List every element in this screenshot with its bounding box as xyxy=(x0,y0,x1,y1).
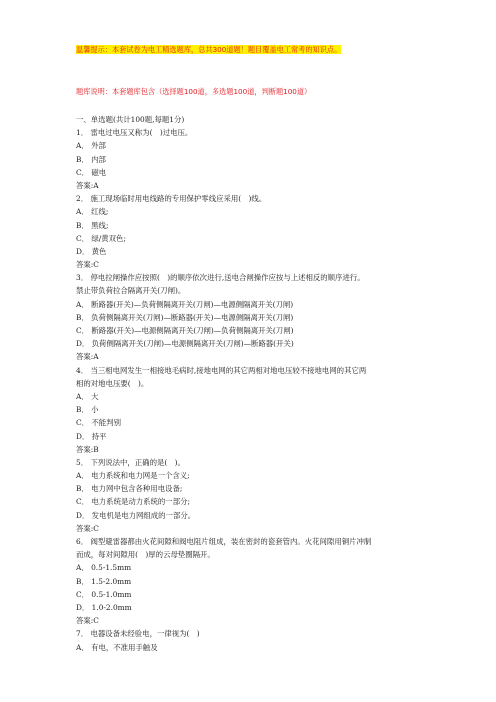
question-line: 答案:A xyxy=(76,180,99,190)
question-line: 答案:C xyxy=(76,260,99,270)
question-line: 4． 当三相电网发生一相接地毛病时,接地电网的其它两相对地电压较不接地电网的其它两 xyxy=(76,365,367,375)
question-line: 6． 阀型避雷器都由火花间隙和阀电阻片组成，装在密封的瓷套管内。火花间隙用铜片冲制 xyxy=(76,537,372,546)
question-line: 答案:C xyxy=(76,616,99,626)
tip-text: 温馨提示：本套试卷为电工精选题库，总共300道题！题目覆盖电工常考的知识点。 xyxy=(76,45,342,54)
question-line: A． 红线; xyxy=(76,207,109,217)
question-line: 3． 停电拉闸操作应按照( )的顺序依次进行,送电合闸操作应按与上述相反的顺序进行。 xyxy=(76,273,365,283)
question-line: A． 电力系统和电力网是一个含义; xyxy=(76,471,190,481)
question-line: 而成，每对间隙用( )厚的云母垫圈隔开。 xyxy=(76,550,215,560)
question-line: 1． 雷电过电压又称为( )过电压。 xyxy=(76,128,193,138)
question-line: D． 负荷侧隔离开关(刀闸)—电源侧隔离开关(刀闸)—断路器(开关) xyxy=(76,339,294,349)
question-line: B． 黑线; xyxy=(76,220,109,230)
description-text: 题库说明：本套题库包含（选择题100道，多选题100道，判断题100道） xyxy=(76,87,312,96)
question-line: C． 0.5-1.0mm xyxy=(76,589,132,599)
question-line: 答案:C xyxy=(76,523,99,533)
description-banner xyxy=(76,87,311,97)
tip-banner xyxy=(76,45,341,55)
question-line: A． 0.5-1.5mm xyxy=(76,563,132,573)
question-line: B． 内部 xyxy=(76,154,106,164)
question-line: 7． 电器设备未经验电，一律视为( ) xyxy=(76,629,200,639)
question-line: C． 电力系统是动力系统的一部分; xyxy=(76,497,190,507)
question-line: D． 发电机是电力网组成的一部分。 xyxy=(76,510,196,520)
question-line: 禁止带负荷拉合隔离开关(刀闸)。 xyxy=(76,286,186,296)
question-lines xyxy=(76,126,436,654)
question-line: D． 1.0-2.0mm xyxy=(76,602,132,612)
question-line: A． 断路器(开关)—负荷侧隔离开关(刀闸)—电源侧隔离开关(刀闸) xyxy=(76,299,294,309)
question-line: 答案:A xyxy=(76,352,99,362)
question-line: B． 负荷侧隔离开关(刀闸)—断路器(开关)—电源侧隔离开关(刀闸) xyxy=(76,312,294,322)
question-line: D． 持平 xyxy=(76,431,107,441)
question-line: 相的对地电压要( )。 xyxy=(76,378,149,388)
question-line: B． 1.5-2.0mm xyxy=(76,576,132,586)
question-line: A． 大 xyxy=(76,391,99,401)
question-line: C． 断路器(开关)—电源侧隔离开关(刀闸)—负荷侧隔离开关(刀闸) xyxy=(76,326,294,335)
section-title: 一、单选题(共计100题,每题1分) xyxy=(76,115,185,124)
question-line: B． 小 xyxy=(76,405,99,415)
question-list xyxy=(76,113,436,654)
question-line: D． 黄色 xyxy=(76,246,107,256)
question-line: C． 磁电 xyxy=(76,167,107,177)
question-line: A． 有电，不准用手触及 xyxy=(76,642,158,652)
question-line: C． 绿/黄双色; xyxy=(76,233,126,243)
question-line: 5． 下列说法中，正确的是( )。 xyxy=(76,457,185,467)
question-line: B． 电力网中包含各种用电设备; xyxy=(76,484,183,494)
question-line: 答案:B xyxy=(76,444,99,454)
question-line: C． 不能判别 xyxy=(76,418,121,428)
question-line: A． 外部 xyxy=(76,141,106,151)
question-line: 2． 施工现场临时用电线路的专用保护零线应采用( )线。 xyxy=(76,194,267,204)
